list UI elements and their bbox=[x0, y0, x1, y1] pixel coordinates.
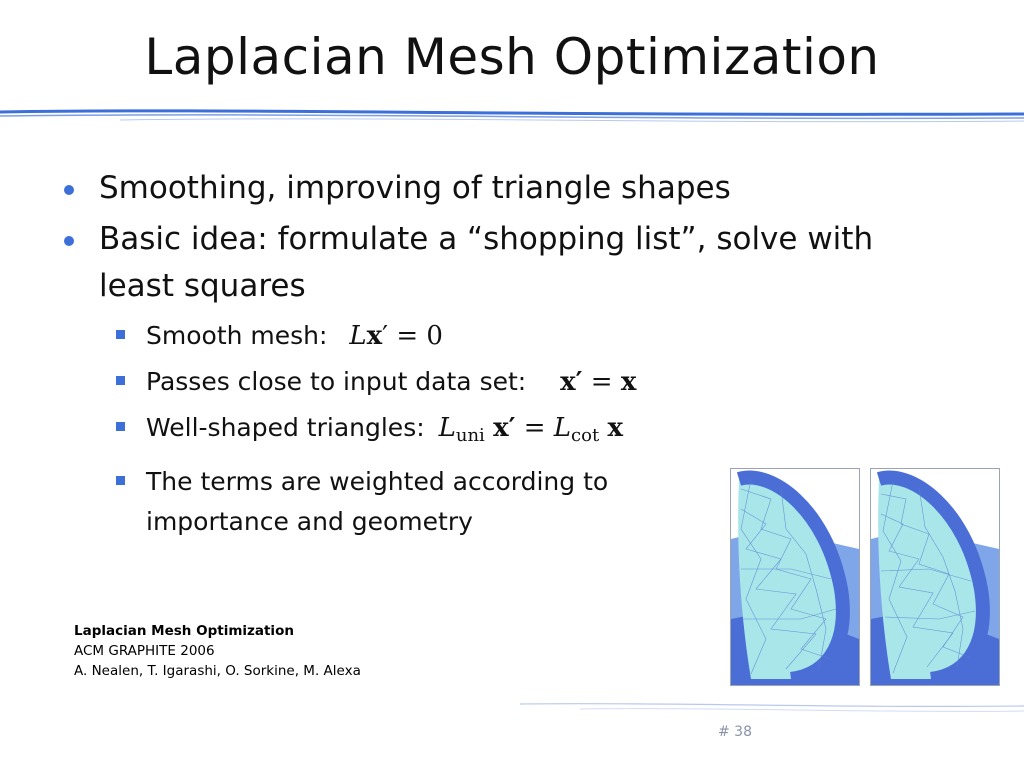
bullet-square-icon bbox=[116, 476, 125, 485]
sub-bullet-text: The terms are weighted according to importance and geometry bbox=[146, 467, 609, 536]
mesh-image-before bbox=[730, 468, 860, 686]
bullet-item bbox=[62, 165, 942, 212]
bullet-text: Smoothing, improving of triangle shapes bbox=[99, 170, 731, 206]
slide-title: Laplacian Mesh Optimization bbox=[144, 28, 880, 86]
sub-bullet-item bbox=[62, 362, 942, 402]
page-number: # 38 bbox=[718, 724, 752, 740]
bullet-item bbox=[62, 216, 942, 310]
sub-bullet-text: Well-shaped triangles: bbox=[146, 413, 425, 442]
reference-title: Laplacian Mesh Optimization bbox=[74, 623, 294, 639]
bullet-square-icon bbox=[116, 330, 125, 339]
equation-close: x′ = x bbox=[560, 367, 637, 397]
reference-venue: ACM GRAPHITE 2006 bbox=[74, 643, 215, 659]
sub-bullet-item bbox=[62, 462, 706, 542]
bullet-square-icon bbox=[116, 376, 125, 385]
bullet-dot-icon bbox=[64, 236, 74, 246]
bullet-dot-icon bbox=[64, 185, 74, 195]
mesh-image-after bbox=[870, 468, 1000, 686]
bullet-text: Basic idea: formulate a “shopping list”, solve with least squares bbox=[99, 221, 874, 304]
reference-block bbox=[74, 621, 361, 681]
footer-divider bbox=[520, 694, 1024, 724]
sub-bullet-item bbox=[62, 316, 942, 356]
bullet-square-icon bbox=[116, 422, 125, 431]
sub-bullet-text: Passes close to input data set: bbox=[146, 367, 527, 396]
title-divider bbox=[0, 100, 1024, 130]
sub-bullet-item bbox=[62, 408, 942, 456]
sub-bullet-text: Smooth mesh: bbox=[146, 321, 328, 350]
equation-shape: $L_{uni}$ $x' = L_{cot}$ x bbox=[438, 413, 623, 446]
reference-authors: A. Nealen, T. Igarashi, O. Sorkine, M. Alexa bbox=[74, 663, 361, 679]
equation-smooth: Lx′ = 0 bbox=[349, 321, 443, 351]
